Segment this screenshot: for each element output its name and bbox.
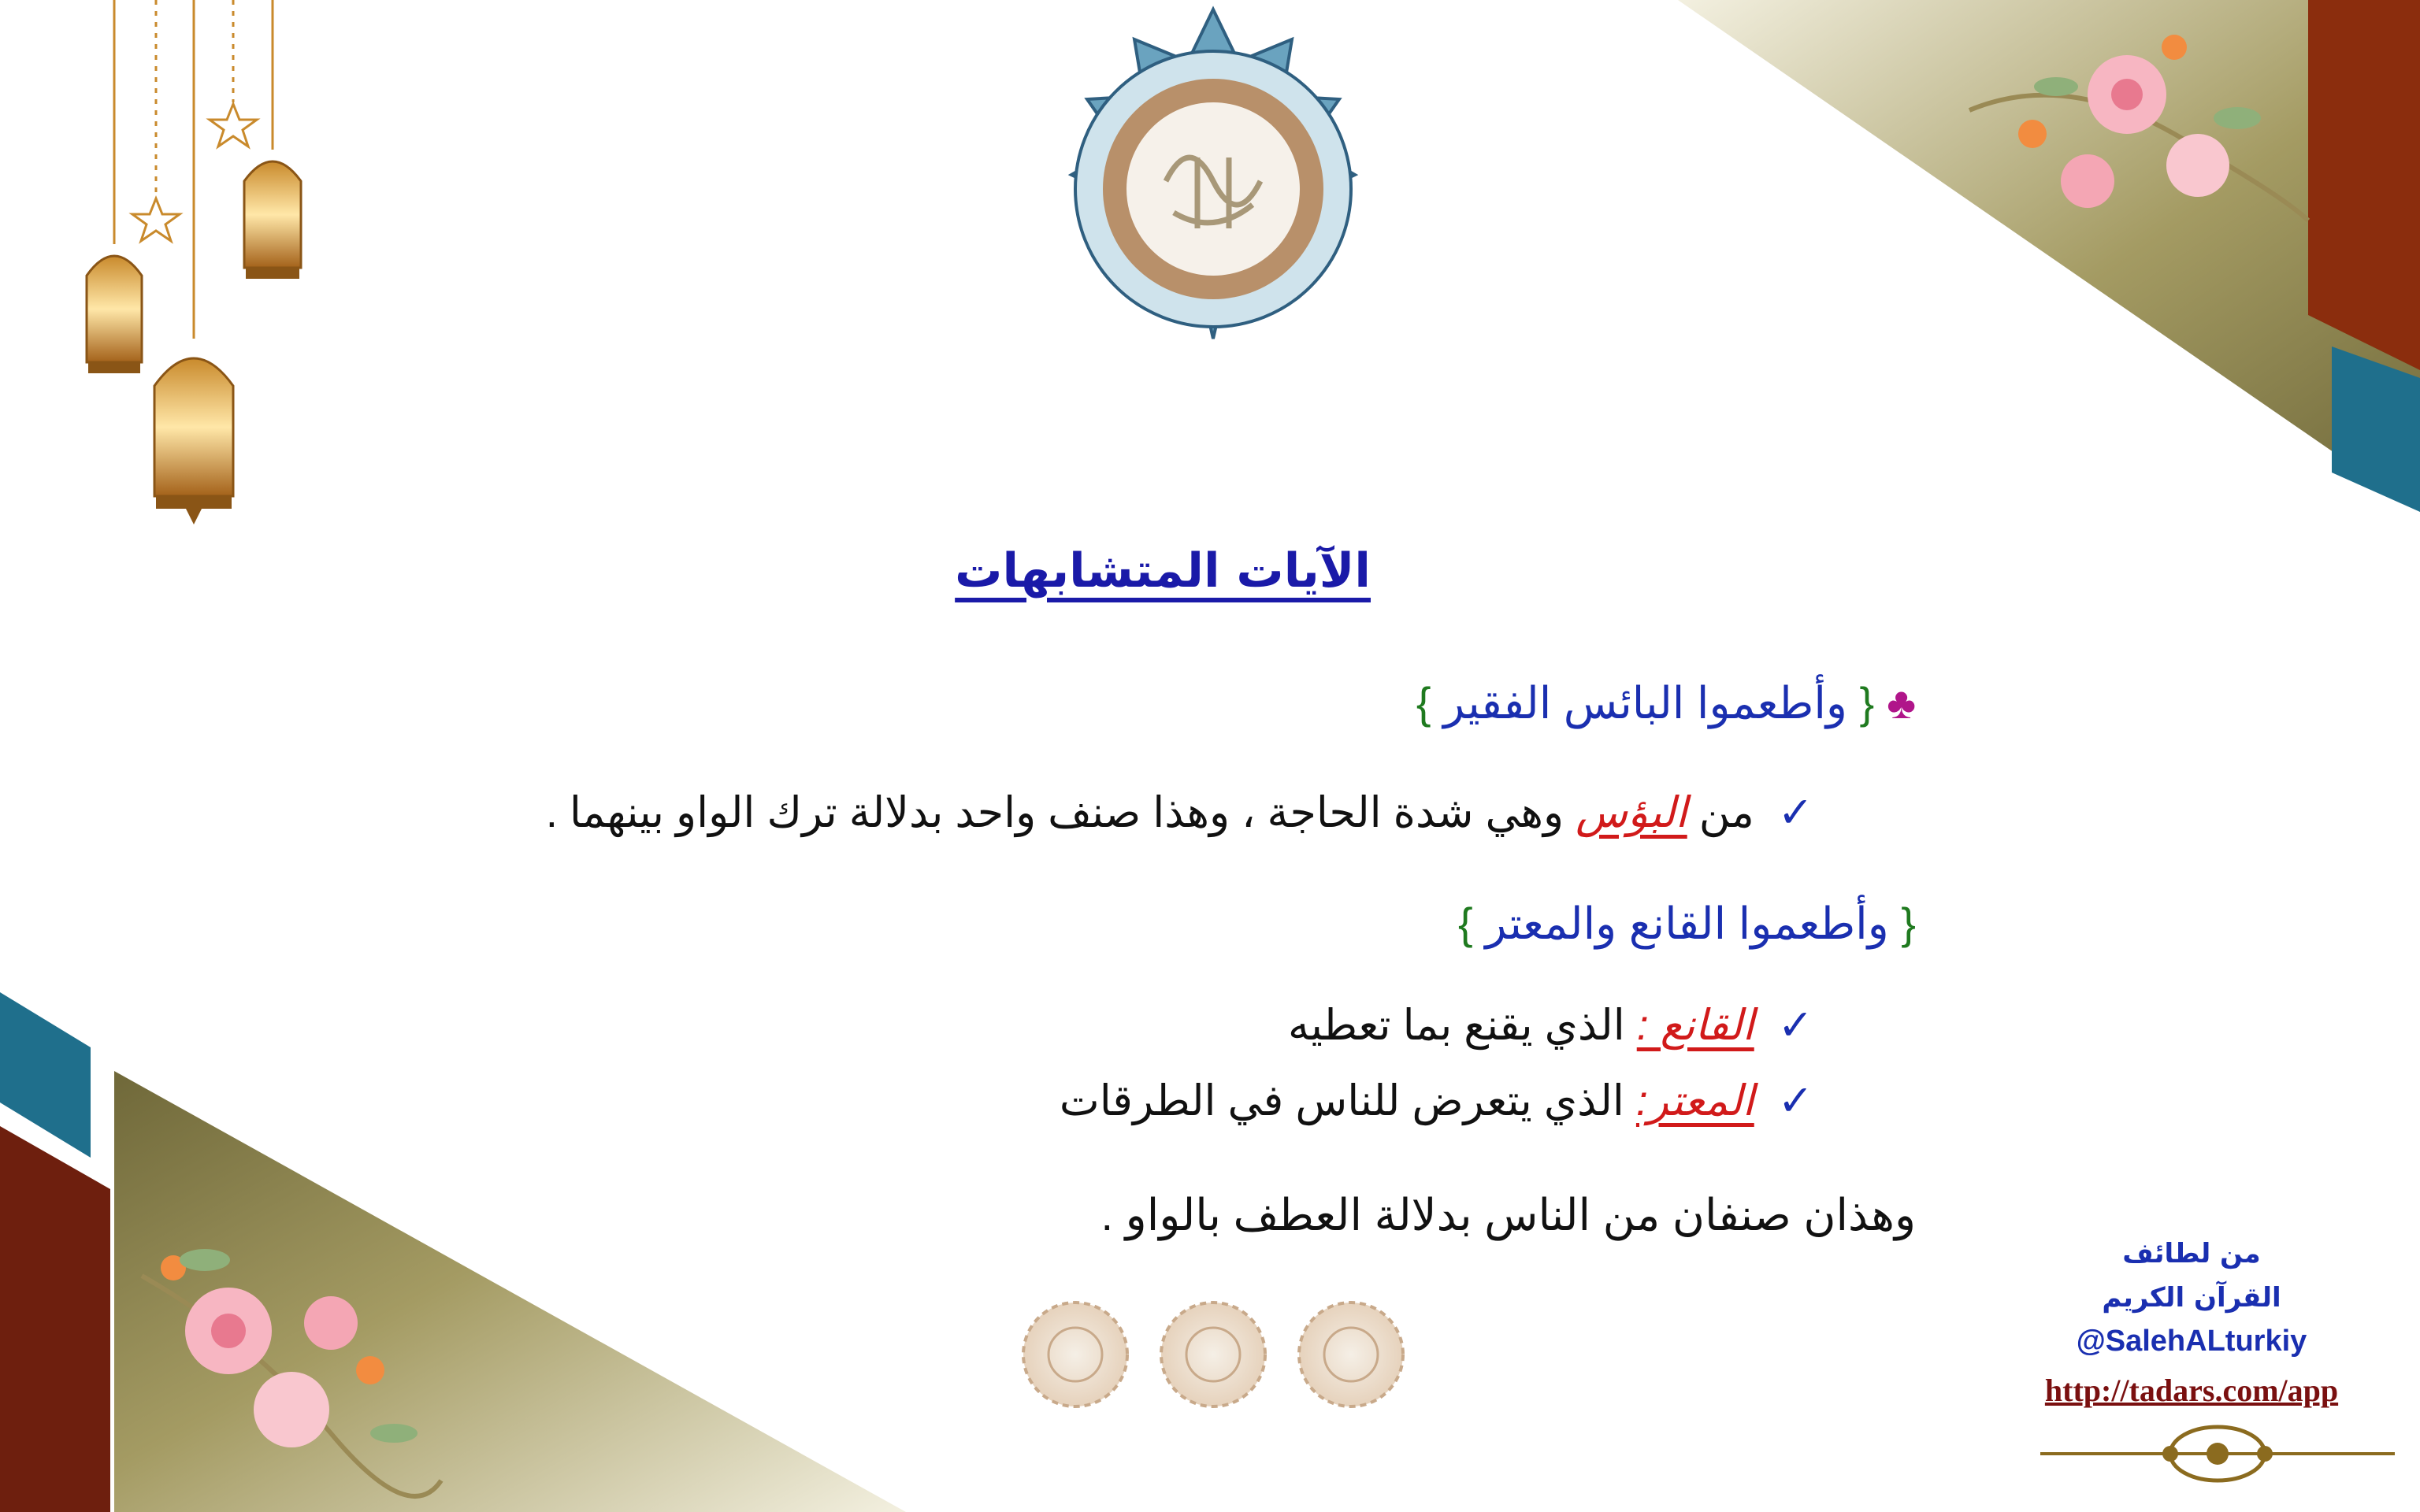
point-1-post: وهي شدة الحاجة ، وهذا صنف واحد بدلالة ترك الواو بينهما .: [545, 789, 1564, 836]
verse-2-open-brace: {: [1901, 899, 1916, 948]
verse-1-open-brace: {: [1859, 678, 1875, 728]
brand-handle: @SalehALturkiy: [2076, 1325, 2307, 1358]
point-3-term: المعتر:: [1635, 1077, 1754, 1125]
verse-2-text: وأطعموا القانع والمعتر: [1485, 899, 1889, 948]
ornament-divider-icon: [2040, 1427, 2395, 1480]
quran-calligraphy-medallion-icon: [1071, 9, 1355, 339]
conclusion-text: وهذان صنفان من الناس بدلالة العطف بالواو .: [1101, 1190, 1916, 1240]
point-2-term: القانع :: [1636, 1002, 1754, 1049]
brand-url-link[interactable]: http://tadars.com/app: [2044, 1373, 2339, 1408]
verse-1: [1416, 677, 1916, 729]
point-3-definition: الذي يتعرض للناس في الطرقات: [1059, 1077, 1624, 1125]
verse-2-close-brace: }: [1458, 899, 1473, 948]
club-suit-icon: ♣: [1887, 678, 1916, 728]
checkmark-icon: ✓: [1777, 1002, 1813, 1049]
brand-line-2: القرآن الكريم: [2102, 1282, 2281, 1314]
page-title: الآيات المتشابهات: [955, 543, 1371, 598]
point-2-definition: الذي يقنع بما تعطيه: [1287, 1002, 1625, 1049]
verse-2: [1458, 898, 1916, 950]
verse-1-close-brace: }: [1416, 678, 1431, 728]
verse-1-text: وأطعموا البائس الفقير: [1443, 678, 1847, 728]
bottom-left-corner-decor: [0, 992, 906, 1512]
checkmark-icon: ✓: [1777, 1077, 1813, 1125]
top-right-corner-decor: [1678, 0, 2420, 512]
rosette-ornaments-icon: [1023, 1303, 1403, 1406]
hanging-lanterns-icon: [87, 0, 301, 524]
point-1: [546, 788, 1813, 837]
checkmark-icon: ✓: [1777, 789, 1813, 836]
point-1-pre: من: [1698, 789, 1754, 836]
point-2: [1288, 1000, 1813, 1050]
brand-line-1: من لطائف: [2122, 1238, 2261, 1269]
point-3: [1060, 1076, 1813, 1125]
point-1-highlight: البؤس: [1576, 789, 1687, 836]
